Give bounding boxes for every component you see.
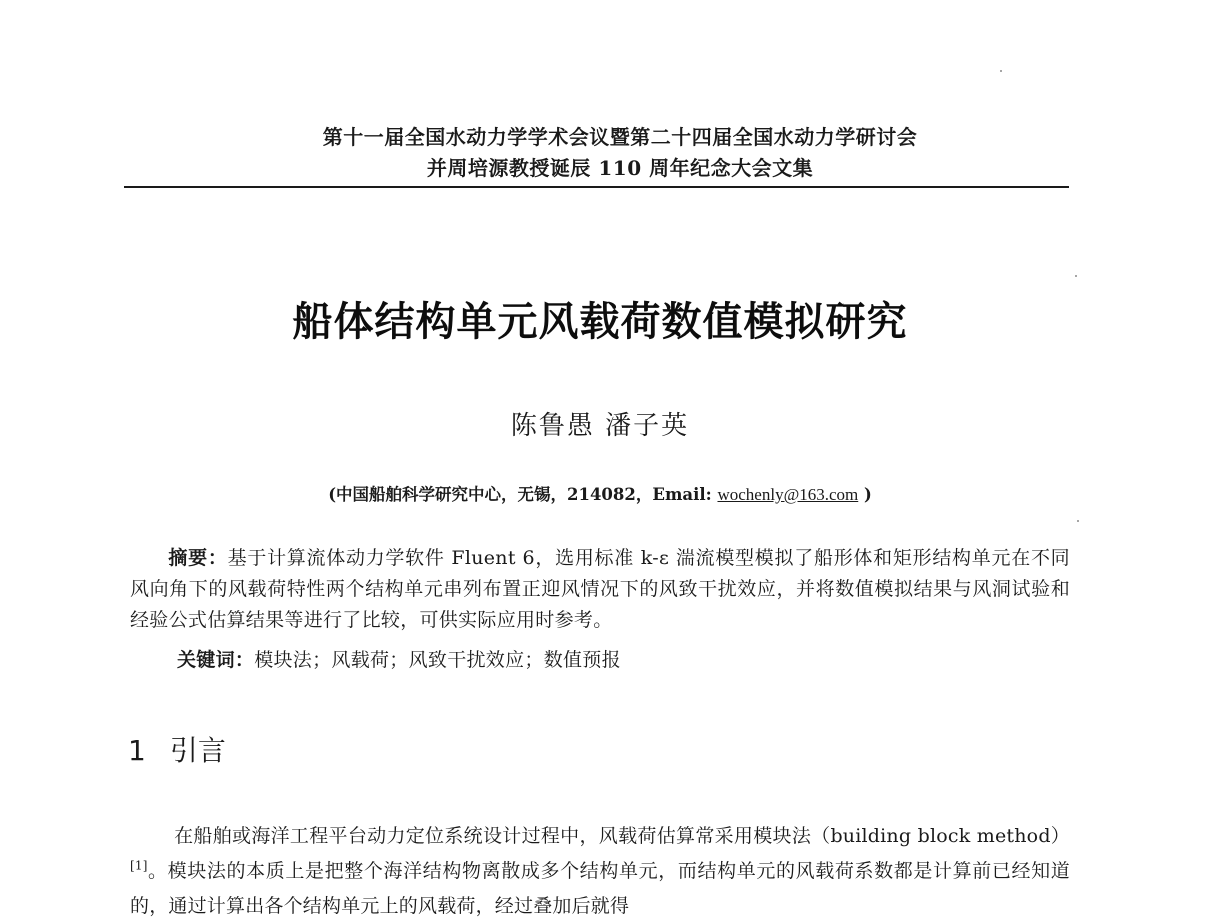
- author-list: 陈鲁愚 潘子英: [510, 411, 690, 441]
- section-number: 1: [128, 734, 146, 767]
- proceedings-header-line-1: 第十一届全国水动力学学术会议暨第二十四届全国水动力学研讨会: [322, 125, 918, 149]
- scan-speck: [1075, 275, 1077, 277]
- affiliation-suffix: ): [858, 485, 872, 504]
- abstract-text: 基于计算流体动力学软件 Fluent 6，选用标准 k-ε 湍流模型模拟了船形体和矩形结构单元在不同风向角下的风载荷特性两个结构单元串列布置正迎风情况下的风致干扰效应，并将数值模拟结果与风洞试验和经验公式估算结果等进行了比较，可供实际应用时参考。: [130, 547, 1070, 631]
- abstract-paragraph: [130, 543, 1070, 636]
- paper-title: 船体结构单元风载荷数值模拟研究: [292, 299, 908, 345]
- scan-speck: [1077, 520, 1079, 522]
- body-text-part-1: 在船舶或海洋工程平台动力定位系统设计过程中，风载荷估算常采用模块法（building block method）: [174, 825, 1070, 847]
- proceedings-header-line-2: 并周培源教授诞辰 110 周年纪念大会文集: [426, 156, 814, 180]
- keywords-text: 模块法；风载荷；风致干扰效应；数值预报: [254, 649, 621, 671]
- keywords-label: 关键词：: [177, 649, 255, 671]
- section-title: 引言: [169, 734, 226, 767]
- keywords-line: [177, 645, 621, 672]
- affiliation-prefix: (中国船舶科学研究中心，无锡，214082，Email:: [328, 485, 718, 504]
- affiliation: [0, 481, 1200, 505]
- section-heading: [128, 729, 226, 769]
- body-text-part-2: 。模块法的本质上是把整个海洋结构物离散成多个结构单元，而结构单元的风载荷系数都是计算前已经知道的，通过计算出各个结构单元上的风载荷，经过叠加后就得: [130, 860, 1070, 917]
- scan-speck: [1000, 70, 1002, 72]
- citation-reference: [1]: [130, 858, 148, 873]
- abstract-label: 摘要：: [168, 547, 228, 569]
- email-link[interactable]: wochenly@163.com: [717, 485, 859, 504]
- body-paragraph: [130, 819, 1070, 924]
- header-divider: [124, 186, 1069, 188]
